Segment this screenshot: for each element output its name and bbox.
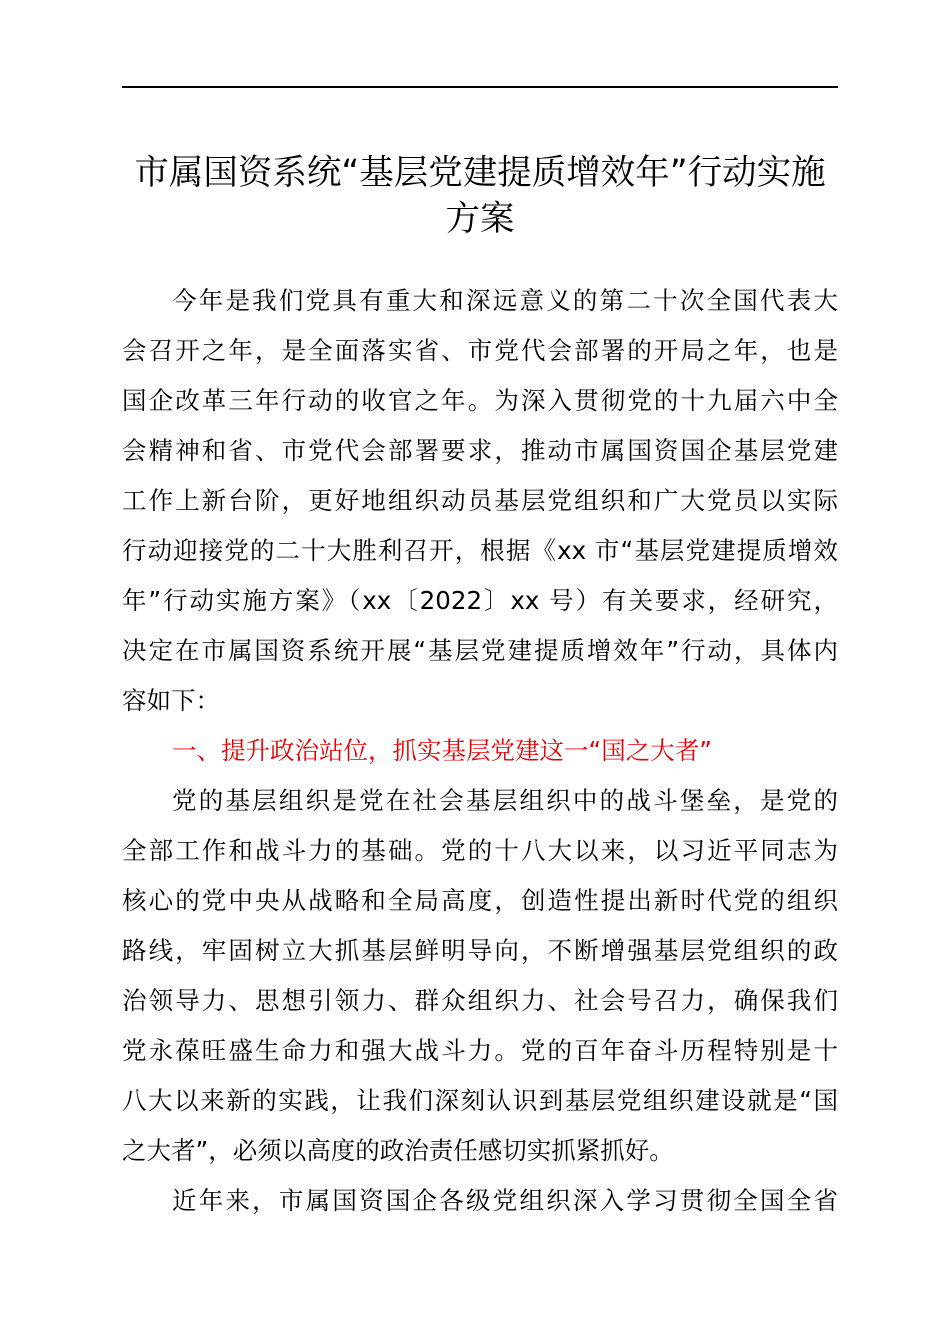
paragraph-line: 全部工作和战斗力的基础。党的十八大以来，以习近平同志为 bbox=[122, 836, 838, 865]
paragraph-line: 治领导力、思想引领力、群众组织力、社会号召力，确保我们 bbox=[122, 986, 838, 1015]
paragraph-line: 之大者”，必须以高度的政治责任感切实抓紧抓好。 bbox=[122, 1136, 674, 1165]
paragraph-line: 今年是我们党具有重大和深远意义的第二十次全国代表大 bbox=[172, 286, 838, 315]
paragraph-line: 会精神和省、市党代会部署要求，推动市属国资国企基层党建 bbox=[122, 436, 838, 465]
title-line-1: 市属国资系统“基层党建提质增效年”行动实施 bbox=[134, 153, 826, 193]
paragraph-line: 党的基层组织是党在社会基层组织中的战斗堡垒，是党的 bbox=[172, 786, 838, 815]
paragraph-line: 八大以来新的实践，让我们深刻认识到基层党组织建设就是“国 bbox=[122, 1086, 838, 1115]
paragraph-line: 年”行动实施方案》（xx〔2022〕xx 号）有关要求，经研究， bbox=[122, 586, 838, 615]
paragraph-line: 容如下： bbox=[122, 686, 220, 715]
header-rule bbox=[122, 86, 838, 88]
paragraph-line: 核心的党中央从战略和全局高度，创造性提出新时代党的组织 bbox=[122, 886, 838, 915]
paragraph-line: 工作上新台阶，更好地组织动员基层党组织和广大党员以实际 bbox=[122, 486, 838, 515]
paragraph-line: 路线，牢固树立大抓基层鲜明导向，不断增强基层党组织的政 bbox=[122, 936, 838, 965]
paragraph-line: 决定在市属国资系统开展“基层党建提质增效年”行动，具体内 bbox=[122, 636, 838, 665]
paragraph-line: 会召开之年，是全面落实省、市党代会部署的开局之年，也是 bbox=[122, 336, 838, 365]
document-body bbox=[122, 276, 838, 1226]
section-heading: 一、提升政治站位，抓实基层党建这一“国之大者” bbox=[172, 736, 712, 765]
paragraph-line: 国企改革三年行动的收官之年。为深入贯彻党的十九届六中全 bbox=[122, 386, 838, 415]
title-line-2: 方案 bbox=[445, 199, 515, 239]
document-title bbox=[118, 150, 842, 242]
paragraph-line: 党永葆旺盛生命力和强大战斗力。党的百年奋斗历程特别是十 bbox=[122, 1036, 838, 1065]
paragraph-line: 近年来，市属国资国企各级党组织深入学习贯彻全国全省 bbox=[172, 1186, 838, 1215]
paragraph-line: 行动迎接党的二十大胜利召开，根据《xx 市“基层党建提质增效 bbox=[122, 536, 838, 565]
